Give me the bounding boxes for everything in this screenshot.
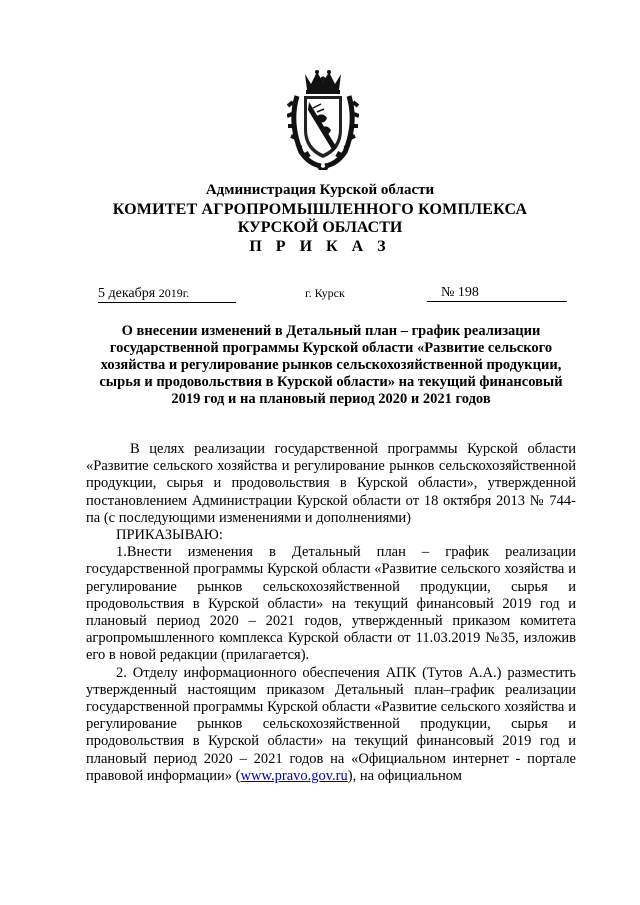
region-name: КУРСКОЙ ОБЛАСТИ	[237, 219, 403, 236]
pravo-gov-link[interactable]: www.pravo.gov.ru	[240, 767, 348, 784]
order-keyword: ПРИКАЗЫВАЮ:	[116, 527, 223, 544]
clause-2-text-end: ), на официальном	[347, 767, 462, 784]
clause-2-text: 2. Отделу информационного обеспечения АПК (Тутов А.А.) разместить утвержденный настоящим приказом Детальный план–график реализации государственной программы Курской области «Развитие сельского хозяйства и регулирование рынков сельскохозяйственной продукции, сырья и продовольствия в Курской области» на текущий финансовый 2019 год и плановый период 2020 – 2021 годов на «Официальном интернет - портале правовой информации» (	[86, 664, 576, 784]
document-type: П Р И К А З	[249, 238, 391, 255]
clause-1-paragraph: 1.Внести изменения в Детальный план – график реализации государственной программы Курской области «Развитие сельского хозяйства и регулирование рынков сельскохозяйственной продукции, сырья и продовольствия в Курской области» на текущий финансовый 2019 год и плановый период 2020 – 2021 годов, утвержденный приказом комитета агропромышленного комплекса Курской области от 11.03.2019 №35, изложив его в новой редакции (прилагается).	[86, 544, 576, 664]
order-city: г. Курск	[305, 286, 345, 300]
issuer-line: Администрация Курской области	[205, 182, 435, 198]
committee-name: КОМИТЕТ АГРОПРОМЫШЛЕННОГО КОМПЛЕКСА	[112, 201, 528, 218]
order-date-year: 2019г.	[158, 286, 190, 300]
preamble-paragraph: В целях реализации государственной программы Курской области «Развитие сельского хозяйства и регулирование рынков сельскохозяйственной продукции, сырья и продовольствия в Курской области», утвержденной постановлением Администрации Курской области от 18 октября 2013 № 744-па (с последующими изменениями и дополнениями)	[86, 441, 576, 526]
order-body	[86, 441, 576, 785]
order-number: № 198	[427, 285, 567, 302]
clause-2-paragraph	[86, 665, 576, 785]
order-date	[98, 285, 236, 303]
order-date-day: 5 декабря	[98, 286, 159, 301]
coat-of-arms-emblem	[287, 68, 359, 170]
order-title: О внесении изменений в Детальный план – график реализации государственной программы Курской области «Развитие сельского хозяйства и регулирование рынков сельскохозяйственной продукции, сырья и продовольствия в Курской области» на текущий финансовый 2019 год и на плановый период 2020 и 2021 годов	[99, 323, 563, 407]
